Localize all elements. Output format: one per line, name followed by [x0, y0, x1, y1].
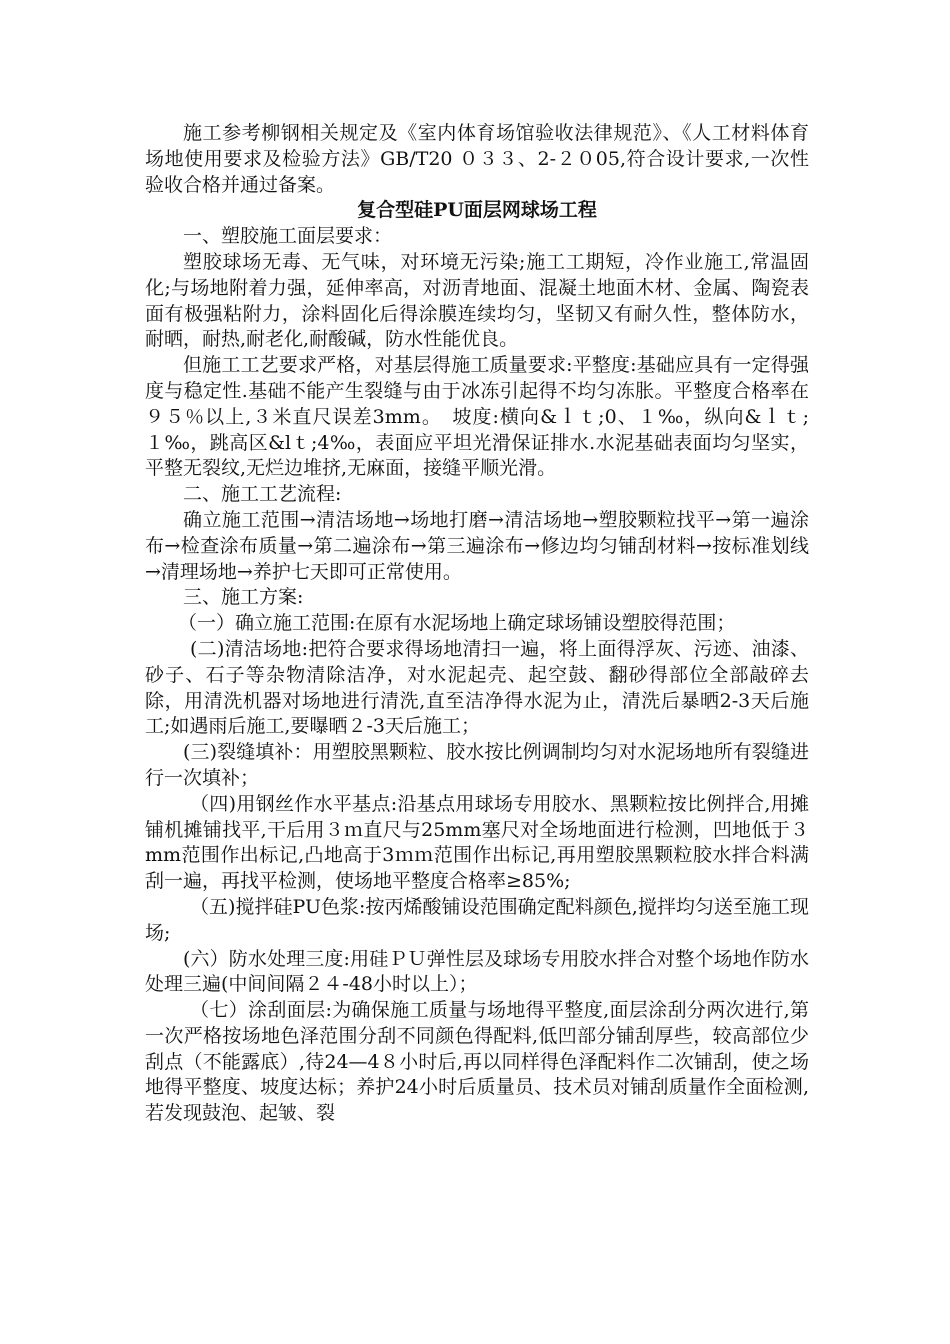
section2-heading: 二、施工工艺流程:	[183, 483, 342, 506]
step-6-paragraph: (六）防水处理三度:用硅ＰＵ弹性层及球场专用胶水拌合对整个场地作防水处理三遍(中间间隔２４-48小时以上）；	[145, 947, 809, 996]
section1-paragraph-2: 但施工工艺要求严格，对基层得施工质量要求:平整度:基础应具有一定得强度与稳定性.基础不能产生裂缝与由于冰冻引起得不均匀冻胀。平整度合格率在９５％以上,３米直尺误差3mm。 坡度:横向&ｌｔ;0、１‰，纵向&ｌｔ;１‰，跳高区&lｔ;4‰，表面应平坦光滑保证排水.水泥基础表面均匀坚实，平整无裂纹,无烂边堆挤,无麻面，接缝平顺光滑。	[145, 354, 809, 480]
step-3-paragraph: (三)裂缝填补：用塑胶黑颗粒、胶水按比例调制均匀对水泥场地所有裂缝进行一次填补；	[145, 741, 809, 789]
section3-heading: 三、施工方案:	[183, 586, 304, 609]
section-title: 复合型硅PU面层网球场工程	[357, 199, 597, 222]
document-page	[145, 121, 809, 1127]
step-7-paragraph: （七）涂刮面层:为确保施工质量与场地得平整度,面层涂刮分两次进行,第一次严格按场地色泽范围分刮不同颜色得配料,低凹部分铺刮厚些，较高部位少刮点（不能露底）,待24—4８小时后,再以同样得色泽配料作二次铺刮，使之场地得平整度、坡度达标；养护24小时后质量员、技术员对铺刮质量作全面检测,若发现鼓泡、起皱、裂	[145, 999, 809, 1125]
section1-paragraph-1: 塑胶球场无毒、无气味，对环境无污染;施工工期短，冷作业施工,常温固化;与场地附着力强，延伸率高，对沥青地面、混凝土地面木材、金属、陶瓷表面有极强粘附力，涂料固化后得涂膜连续均匀，坚韧又有耐久性，整体防水，耐晒，耐热,耐老化,耐酸碱，防水性能优良。	[145, 250, 809, 351]
step-1-paragraph: （一）确立施工范围:在原有水泥场地上确定球场铺设塑胶得范围；	[178, 612, 736, 635]
section1-heading: 一、塑胶施工面层要求：	[183, 225, 393, 248]
section2-paragraph-1: 确立施工范围→清洁场地→场地打磨→清洁场地→塑胶颗粒找平→第一遍涂布→检查涂布质量→第二遍涂布→第三遍涂布→修边均匀铺刮材料→按标准划线→清理场地→养护七天即可正常使用。	[145, 508, 809, 583]
step-5-paragraph: （五)搅拌硅PU色浆:按丙烯酸铺设范围确定配料颜色,搅拌均匀送至施工现场;	[145, 895, 809, 944]
step-2-paragraph: (二)清洁场地:把符合要求得场地清扫一遍，将上面得浮灰、污迹、油漆、砂子、石子等杂物清除洁净，对水泥起壳、起空鼓、翻砂得部位全部敲碎去除，用清洗机器对场地进行清洗,直至洁净得水泥为止，清洗后暴晒2-3天后施工;如遇雨后施工,要曝晒２-3天后施工；	[145, 637, 809, 738]
intro-paragraph: 施工参考柳钢相关规定及《室内体育场馆验收法律规范》、《人工材料体育场地使用要求及检验方法》GB/T20 ０３３、2-２０05,符合设计要求,一次性验收合格并通过备案。	[145, 122, 809, 196]
step-4-paragraph: （四)用钢丝作水平基点:沿基点用球场专用胶水、黑颗粒按比例拌合,用摊铺机摊铺找平,干后用３ｍ直尺与25mm塞尺对全场地面进行检测，凹地低于３ mm范围作出标记,凸地高于3ｍｍ范围作出标记,再用塑胶黑颗粒胶水拌合料满刮一遍，再找平检测，使场地平整度合格率≥85%;	[145, 792, 809, 893]
